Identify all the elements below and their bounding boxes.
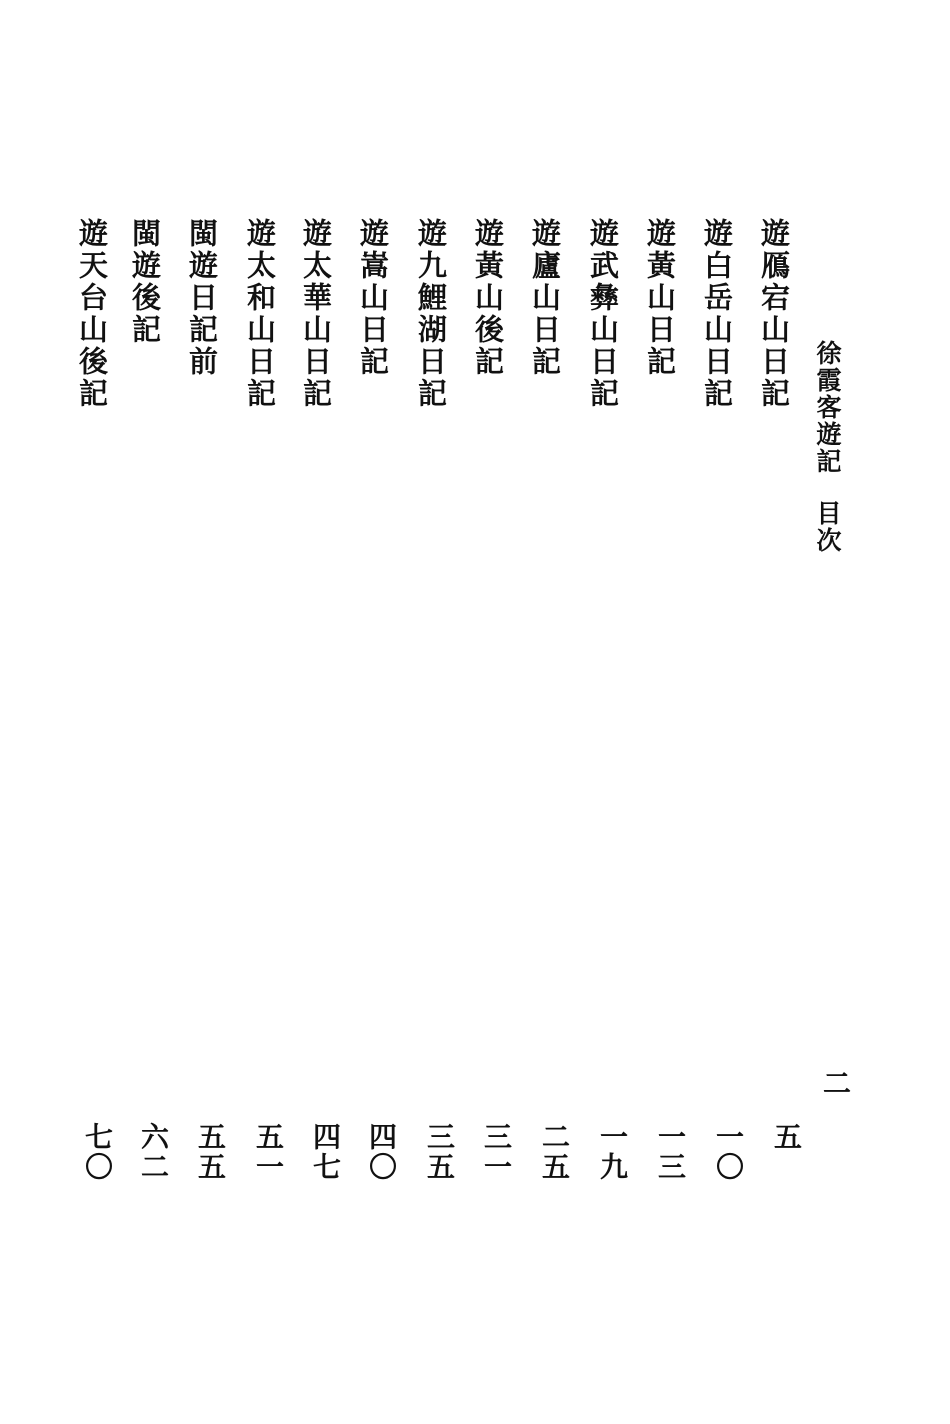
toc-entry-page: 四七 (309, 1122, 342, 1182)
toc-entry-page: 五一 (252, 1122, 285, 1182)
toc-entry-title: 遊九鯉湖日記 (414, 218, 448, 410)
section-title: 目次 (813, 500, 842, 554)
toc-entry-page: 四〇 (365, 1122, 398, 1182)
toc-entry-page: 一九 (596, 1122, 629, 1182)
toc-entry-title: 遊武彝山日記 (586, 218, 620, 410)
toc-entry-title: 遊白岳山日記 (700, 218, 734, 410)
toc-entry-page: 一〇 (712, 1122, 745, 1182)
toc-entry-page: 六二 (137, 1122, 170, 1182)
toc-entry-title: 遊太和山日記 (243, 218, 277, 410)
page-number: 二 (823, 1067, 852, 1100)
toc-entry-title: 遊黃山後記 (471, 218, 505, 378)
toc-entry-title: 遊天台山後記 (75, 218, 109, 410)
book-title: 徐霞客遊記 (813, 340, 842, 475)
toc-entry-title: 遊黃山日記 (643, 218, 677, 378)
toc-entry-page: 一三 (654, 1122, 687, 1182)
toc-entry-page: 三一 (480, 1122, 513, 1182)
toc-entry-page: 五五 (194, 1122, 227, 1182)
toc-entry-page: 五 (770, 1122, 803, 1152)
toc-entry-title: 閩遊日記前 (185, 218, 219, 378)
toc-entry-title: 遊鴈宕山日記 (757, 218, 791, 410)
toc-entry-title: 閩遊後記 (128, 218, 162, 346)
toc-entry-page: 三五 (423, 1122, 456, 1182)
toc-entry-title: 遊太華山日記 (299, 218, 333, 410)
toc-entry-title: 遊廬山日記 (528, 218, 562, 378)
toc-entry-page: 七〇 (81, 1122, 114, 1182)
toc-entry-page: 二五 (538, 1122, 571, 1182)
toc-entry-title: 遊嵩山日記 (356, 218, 390, 378)
